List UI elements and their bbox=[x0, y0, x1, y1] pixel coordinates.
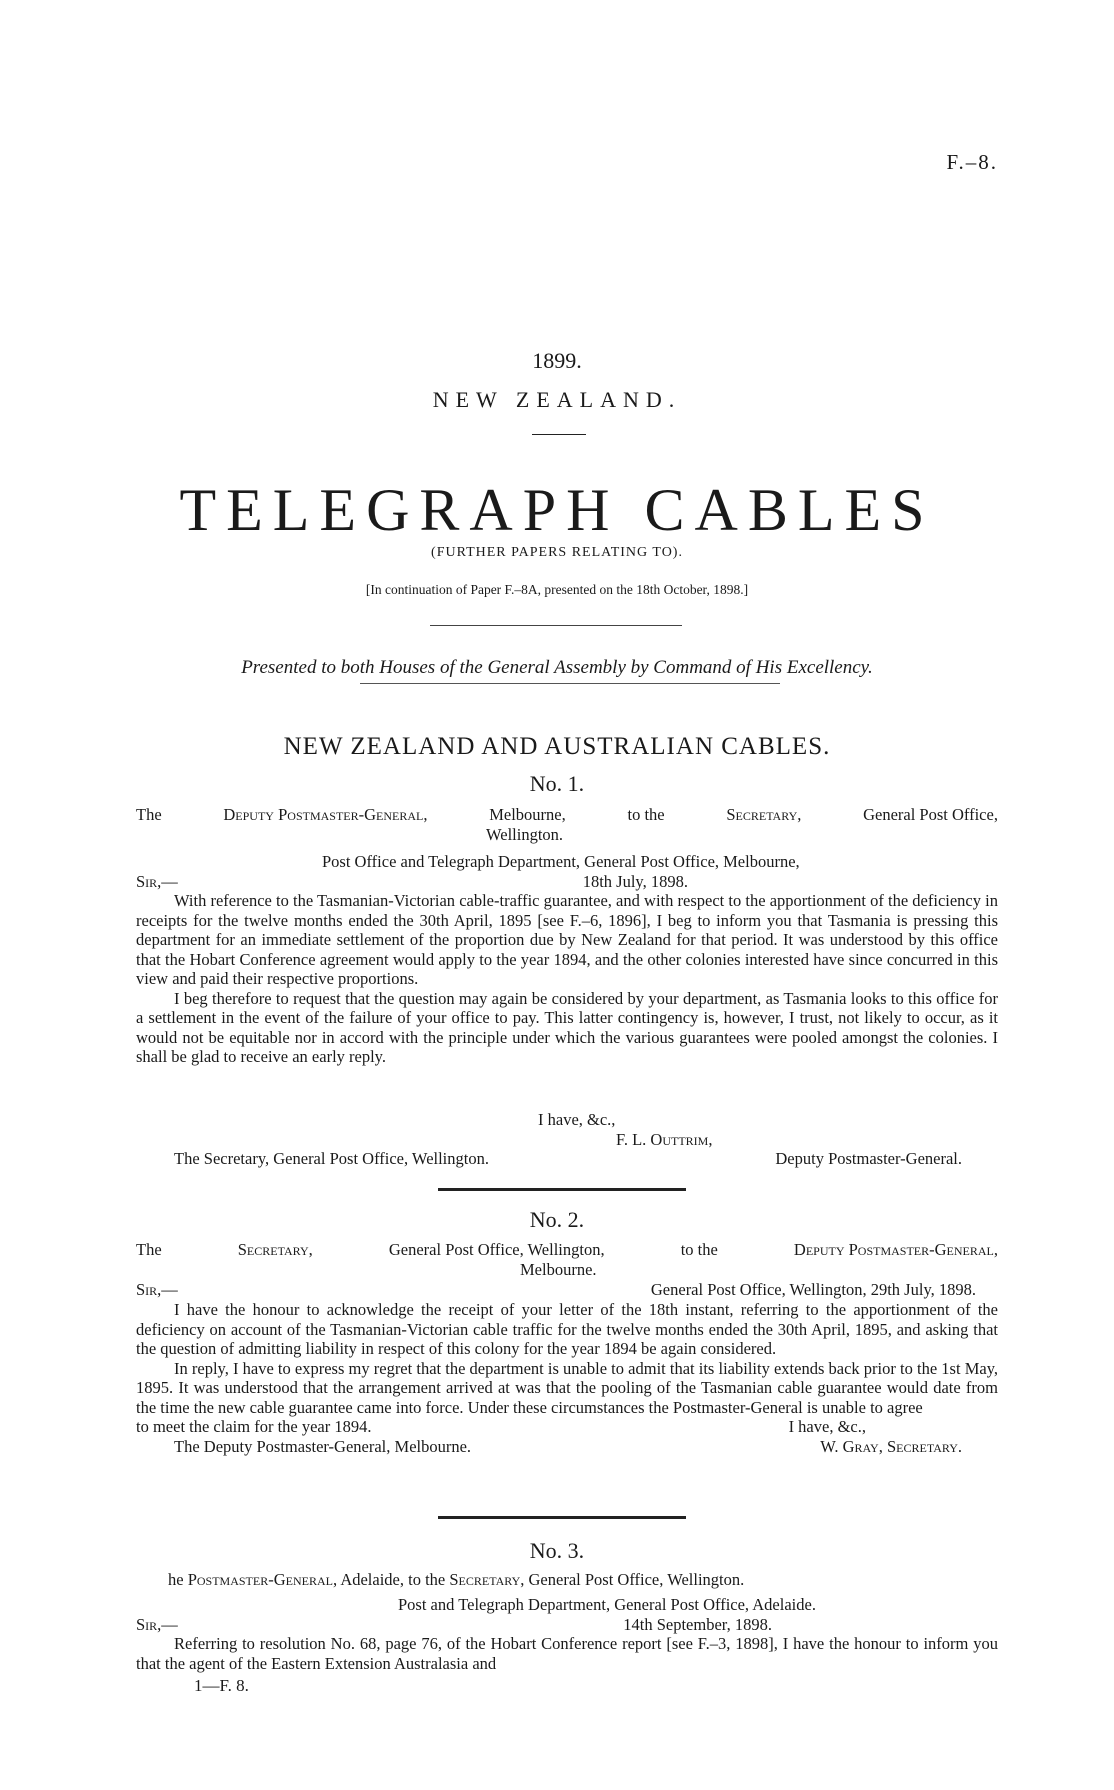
letter-heading bbox=[136, 1595, 998, 1634]
paragraph: I have the honour to acknowledge the receipt of your letter of the 18th instant, referring to the apportionment of the deficiency on account of the Tasmanian-Victorian cable traffic for the twelve months ended the 30th April, 1895, and asking that the question of admitting liability in respect of this colony for the year 1894 be again considered. bbox=[136, 1300, 998, 1358]
address-from: Postmaster-General, bbox=[187, 1570, 338, 1589]
letter-closing bbox=[136, 1110, 998, 1169]
page-reference: F.–8. bbox=[946, 150, 998, 174]
closing: I have, &c., bbox=[538, 1110, 616, 1129]
letter-heading bbox=[136, 852, 998, 891]
sender-address: Post Office and Telegraph Department, General Post Office, Melbourne, bbox=[322, 852, 800, 871]
presented-line: Presented to both Houses of the General Assembly by Command of His Excellency. bbox=[241, 657, 873, 678]
document-subtitle: (FURTHER PAPERS RELATING TO). bbox=[431, 545, 683, 560]
paragraph: With reference to the Tasmanian-Victorian cable-traffic guarantee, and with respect to the apportionment of the deficiency in receipts for the twelve months ended the 30th April, 1895 [see F.–6, 1896], I beg to inform you that Tasmania is pressing this department for an immediate settlement of the proportion due by New Zealand for that period. It was understood by this office that the Hobart Conference agreement would apply to the year 1894, and the other colonies interested have since concurred in this view and paid their respective proportions. bbox=[136, 891, 998, 988]
address-from-place: General Post Office, Wellington, bbox=[388, 1240, 605, 1259]
letter-heading bbox=[136, 1280, 998, 1300]
address-to-word: to the bbox=[408, 1570, 446, 1589]
address-from-place: Adelaide, bbox=[340, 1570, 404, 1589]
salutation: Sir,— bbox=[136, 871, 178, 891]
address-from: Deputy Postmaster-General, bbox=[223, 805, 428, 824]
document-country: NEW ZEALAND. bbox=[432, 387, 682, 412]
address-from-place: Melbourne, bbox=[489, 805, 566, 824]
letter-number: No. 3. bbox=[529, 1538, 585, 1563]
letter-address bbox=[136, 1240, 998, 1279]
letter-body bbox=[136, 1634, 998, 1673]
address-to: Deputy Postmaster-General, bbox=[793, 1240, 998, 1259]
recipient: The Deputy Postmaster-General, Melbourne. bbox=[174, 1436, 472, 1456]
letter-body bbox=[136, 891, 998, 1067]
sender-address: Post and Telegraph Department, General Post Office, Adelaide. bbox=[398, 1595, 816, 1614]
address-to: Secretary, bbox=[726, 805, 802, 824]
signature: F. L. Outtrim, bbox=[616, 1129, 713, 1149]
letter-date: 18th July, 1898. bbox=[582, 871, 688, 891]
divider bbox=[438, 1516, 686, 1519]
address-to-place: General Post Office, Wellington. bbox=[528, 1570, 745, 1589]
address-to-word: to the bbox=[680, 1240, 718, 1259]
paragraph: In reply, I have to express my regret that the department is unable to admit that its liability extends back prior to the 1st May, 1895. It was understood that the arrangement arrived at was that the pooling of the Tasmanian cable guarantee would date from the time the new cable guarantee came into force. Under these circumstances the Postmaster-General is unable to agree bbox=[136, 1358, 998, 1417]
divider bbox=[360, 683, 780, 684]
letter-address bbox=[136, 805, 998, 844]
letter-date: General Post Office, Wellington, 29th July, 1898. bbox=[650, 1280, 976, 1299]
paragraph-end: to meet the claim for the year 1894. bbox=[136, 1417, 372, 1436]
signature-title: Deputy Postmaster-General. bbox=[775, 1149, 962, 1168]
divider bbox=[532, 434, 586, 435]
address-to-word: to the bbox=[627, 805, 665, 824]
paragraph: I beg therefore to request that the question may again be considered by your department, as Tasmania looks to this office for a settlement in the event of the failure of your office to pay. This latter contingency is, however, I trust, not likely to occur, as it would not be equitable nor in accord with the principle under which the various guarantees were pooled amongst the colonies. I shall be glad to receive an early reply. bbox=[136, 988, 998, 1066]
closing: I have, &c., bbox=[788, 1417, 866, 1436]
address-the: The bbox=[136, 1240, 162, 1259]
letter-body bbox=[136, 1300, 998, 1456]
footer-signature-mark: 1—F. 8. bbox=[194, 1676, 249, 1695]
salutation: Sir,— bbox=[136, 1614, 178, 1634]
document-title: TELEGRAPH CABLES bbox=[179, 477, 935, 543]
section-title: NEW ZEALAND AND AUSTRALIAN CABLES. bbox=[283, 733, 831, 760]
address-the: The bbox=[136, 805, 162, 824]
document-year: 1899. bbox=[532, 348, 582, 373]
address-to-city: Wellington. bbox=[486, 824, 564, 844]
address-from: Secretary, bbox=[237, 1240, 313, 1259]
salutation: Sir,— bbox=[136, 1280, 178, 1299]
address-to: Secretary, bbox=[449, 1570, 525, 1589]
signature: W. Gray, Secretary. bbox=[820, 1436, 962, 1456]
divider bbox=[438, 1188, 686, 1191]
letter-date: 14th September, 1898. bbox=[623, 1614, 772, 1634]
address-the: he bbox=[168, 1570, 184, 1589]
recipient: The Secretary, General Post Office, Wellington. bbox=[174, 1149, 489, 1168]
letter-number: No. 1. bbox=[529, 771, 585, 796]
letter-address bbox=[168, 1570, 968, 1590]
divider bbox=[430, 625, 682, 626]
address-to-city: Melbourne. bbox=[520, 1259, 597, 1279]
paragraph: Referring to resolution No. 68, page 76, of the Hobart Conference report [see F.–3, 1898], I have the honour to inform you that the agent of the Eastern Extension Australasia and bbox=[136, 1634, 998, 1673]
letter-number: No. 2. bbox=[529, 1207, 585, 1232]
address-to-place: General Post Office, bbox=[863, 805, 998, 824]
continuation-note: [In continuation of Paper F.–8A, presented on the 18th October, 1898.] bbox=[365, 582, 749, 597]
